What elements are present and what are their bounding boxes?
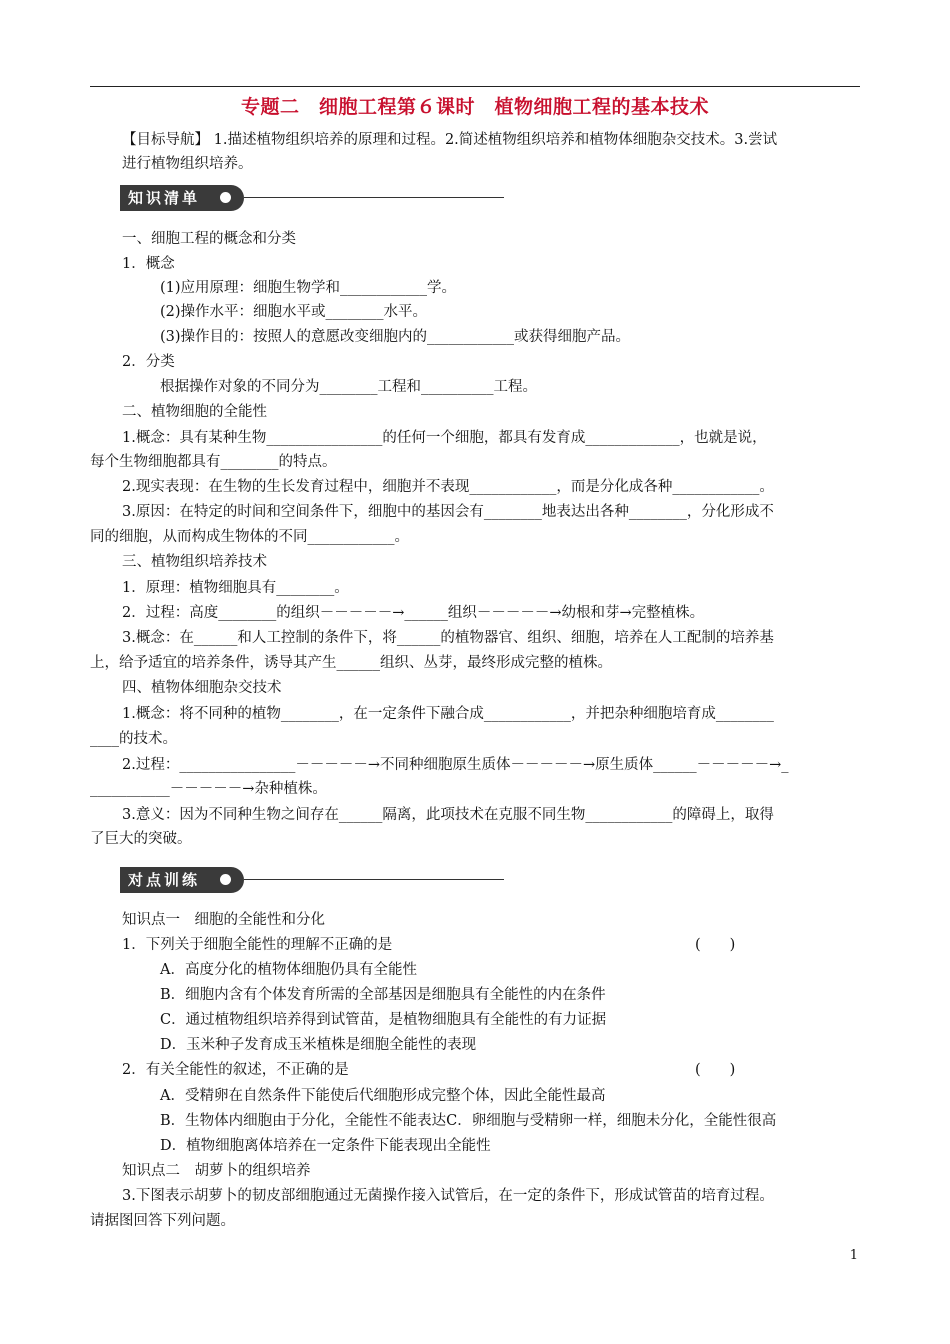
question-2: 2．有关全能性的叙述，不正确的是 [122,1062,349,1078]
text-line: 根据操作对象的不同分为________工程和__________工程。 [160,379,537,395]
page-title: 专题二 细胞工程第６课时 植物细胞工程的基本技术 [240,96,709,118]
knowledge-point-1: 知识点一 细胞的全能性和分化 [122,912,325,928]
text-line: 3.原因：在特定的时间和空间条件下，细胞中的基因会有________地表达出各种________，分化形成不 [122,504,774,520]
text-line: ___________－－－－－→杂种植株。 [90,781,327,797]
text-line: ____的技术。 [90,731,177,747]
text-line: (3)操作目的：按照人的意愿改变细胞内的____________或获得细胞产品。 [160,329,631,345]
answer-bracket-1: ( ) [695,937,736,953]
section-label: 知识清单 [120,185,244,211]
top-rule [90,86,860,87]
text-line: (1)应用原理：细胞生物学和____________学。 [160,280,457,296]
text-line: 3.意义：因为不同种生物之间存在______隔离，此项技术在克服不同生物____________的障碍上，取得 [122,807,774,823]
answer-bracket-2: ( ) [695,1062,736,1078]
text-line: 2.过程：________________－－－－－→不同种细胞原生质体－－－－－→原生质体______－－－－－→_ [122,757,789,773]
text-line: 2．过程：高度________的组织－－－－－→______组织－－－－－→幼根和芽→完整植株。 [122,605,705,621]
text-line: 3.概念：在______和人工控制的条件下，将______的植物器官、组织、细胞，培养在人工配制的培养基 [122,630,774,646]
goal-line-2: 进行植物组织培养。 [122,156,253,172]
goal-line-1: 【目标导航】 1.描述植物组织培养的原理和过程。2.简述植物组织培养和植物体细胞杂交技术。3.尝试 [122,132,778,148]
page-number: 1 [849,1248,858,1263]
knowledge-point-2: 知识点二 胡萝卜的组织培养 [122,1163,311,1179]
text-line: 1.概念：将不同种的植物________，在一定条件下融合成____________，并把杂种细胞培育成________ [122,706,774,722]
text-line: 1．概念 [122,256,175,272]
option: D．玉米种子发育成玉米植株是细胞全能性的表现 [160,1037,477,1053]
option: B．生物体内细胞由于分化，全能性不能表达C．卵细胞与受精卵一样，细胞未分化，全能性很高 [160,1113,777,1129]
bullet-dot-icon [220,192,231,203]
option: C．通过植物组织培养得到试管苗，是植物细胞具有全能性的有力证据 [160,1012,607,1028]
option: D．植物细胞离体培养在一定条件下能表现出全能性 [160,1138,491,1154]
heading-4: 四、植物体细胞杂交技术 [122,680,282,696]
heading-2: 二、植物细胞的全能性 [122,404,267,420]
option: B．细胞内含有个体发育所需的全部基因是细胞具有全能性的内在条件 [160,987,606,1003]
question-1: 1．下列关于细胞全能性的理解不正确的是 [122,937,393,953]
text-line: 了巨大的突破。 [90,831,192,847]
section-label: 对点训练 [120,867,244,893]
text-line: 2．分类 [122,354,175,370]
question-3: 3.下图表示胡萝卜的韧皮部细胞通过无菌操作接入试管后，在一定的条件下，形成试管苗的培育过程。 [122,1188,774,1204]
section-rule [244,197,504,198]
text-line: 1.概念：具有某种生物________________的任何一个细胞，都具有发育成_____________，也就是说， [122,430,767,446]
option: A．高度分化的植物体细胞仍具有全能性 [160,962,417,978]
option: A．受精卵在自然条件下能使后代细胞形成完整个体，因此全能性最高 [160,1088,606,1104]
heading-1: 一、细胞工程的概念和分类 [122,231,296,247]
text-line: 上，给予适宜的培养条件，诱导其产生______组织、丛芽，最终形成完整的植株。 [90,655,612,671]
section-rule [244,879,504,880]
heading-3: 三、植物组织培养技术 [122,554,267,570]
text-line: 2.现实表现：在生物的生长发育过程中，细胞并不表现____________，而是分化成各种____________。 [122,479,774,495]
bullet-dot-icon [220,874,231,885]
question-3-cont: 请据图回答下列问题。 [90,1213,235,1229]
text-line: (2)操作水平：细胞水平或________水平。 [160,304,428,320]
text-line: 1．原理：植物细胞具有________。 [122,580,349,596]
text-line: 每个生物细胞都具有________的特点。 [90,454,337,470]
text-line: 同的细胞，从而构成生物体的不同____________。 [90,529,409,545]
